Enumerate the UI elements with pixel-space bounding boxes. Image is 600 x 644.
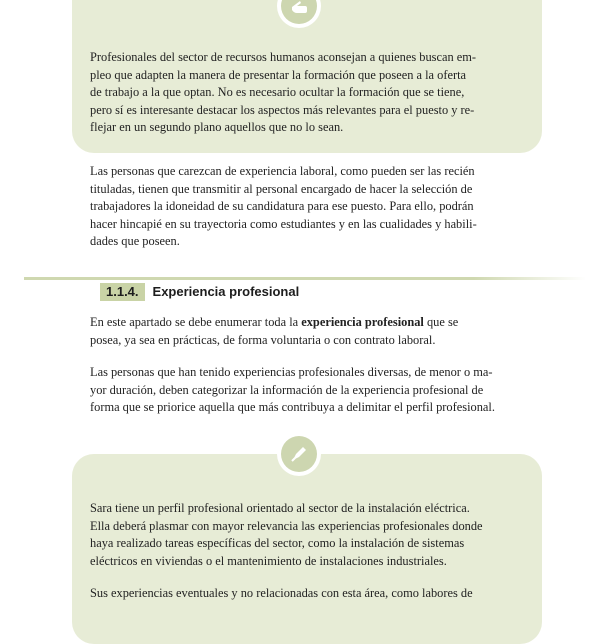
text-line: eléctricos en viviendas o el mantenimiento de instalaciones industriales. (90, 553, 447, 568)
text-line: Profesionales del sector de recursos humanos aconsejan a quienes buscan em- (90, 50, 477, 64)
text-line: Ella deberá plasmar con mayor relevancia las experiencias profesionales donde (90, 518, 483, 533)
text-line: pleo que adapten la manera de presentar la formación que poseen a la oferta (90, 67, 467, 82)
text-line: forma que se priorice aquella que más contribuya a delimitar el perfil profesional. (90, 400, 495, 415)
example-badge-bottom (277, 432, 321, 476)
text-run: que se (423, 315, 459, 329)
pointing-hand-icon (288, 0, 310, 17)
section-divider (24, 277, 586, 280)
body-paragraph-1 (90, 163, 512, 251)
text-line: Sara tiene un perfil profesional orientado al sector de la instalación eléctrica. (90, 501, 470, 515)
section-title: Experiencia profesional (152, 284, 300, 299)
body-paragraph-3 (90, 364, 512, 417)
text-line: yor duración, deben categorizar la información de la experiencia profesional de (90, 382, 484, 397)
text-line: hacer hincapié en su trayectoria como estudiantes y en las cualidades y habili- (90, 216, 477, 231)
text-line: posea, ya sea en prácticas, de forma voluntaria o con contrato laboral. (90, 332, 436, 347)
section-number: 1.1.4. (100, 283, 145, 301)
text-line: Sus experiencias eventuales y no relacionadas con esta área, como labores de (90, 586, 473, 600)
section-heading (100, 283, 299, 301)
pen-nib-icon (288, 443, 310, 465)
bold-term: experiencia profesional (301, 315, 424, 329)
text-line: trabajadores la idoneidad de su candidatura para ese puesto. Para ello, podrán (90, 199, 474, 214)
text-line: Las personas que han tenido experiencias profesionales diversas, de menor o ma- (90, 365, 493, 379)
text-line: tituladas, tienen que transmitir al personal encargado de hacer la selección de (90, 181, 473, 196)
text-line: dades que poseen. (90, 234, 180, 249)
body-paragraph-2 (90, 314, 512, 349)
text-line: pero sí es interesante destacar los aspectos más relevantes para el puesto y re- (90, 102, 475, 117)
text-line: haya realizado tareas específicas del sector, como la instalación de sistemas (90, 536, 465, 551)
tip-paragraph-top (90, 49, 512, 137)
text-line: Las personas que carezcan de experiencia laboral, como pueden ser las recién (90, 164, 475, 178)
text-line (90, 314, 512, 332)
text-line: flejar en un segundo plano aquellos que no lo sean. (90, 120, 344, 135)
text-line: de trabajo a la que optan. No es necesario ocultar la formación que se tiene, (90, 85, 465, 100)
example-paragraph (90, 500, 512, 570)
text-run: En este apartado se debe enumerar toda la (90, 315, 302, 329)
